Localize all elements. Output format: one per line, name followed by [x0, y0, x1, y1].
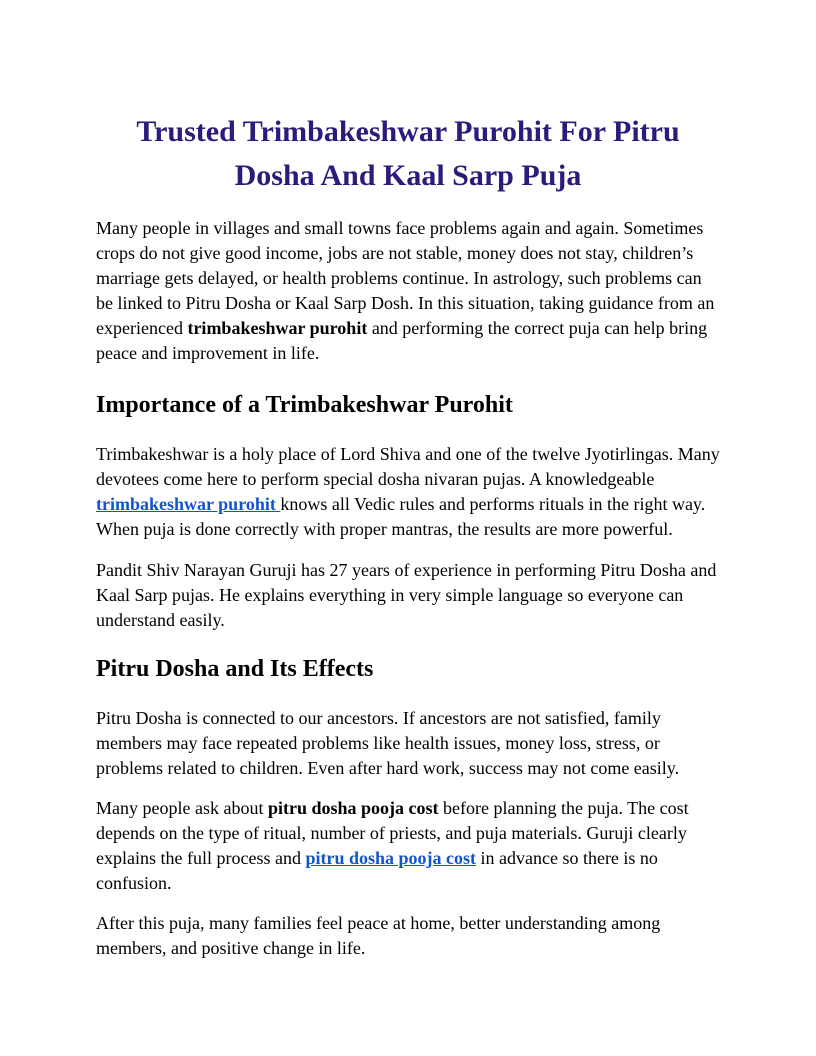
pitru-paragraph-3: After this puja, many families feel peace at home, better understanding among members, and positive change in life. — [96, 913, 661, 958]
importance-p1-before: Trimbakeshwar is a holy place of Lord Shiva and one of the twelve Jyotirlingas. Many devotees come here to perform special dosha nivaran pujas. A knowledgeable — [96, 444, 720, 489]
pitru-paragraph-2 — [96, 796, 720, 896]
importance-p1-after: knows all Vedic rules and performs rituals in the right way. When puja is done correctly with proper mantras, the results are more powerful. — [96, 494, 706, 539]
trimbakeshwar-purohit-link[interactable]: trimbakeshwar purohit — [96, 494, 281, 514]
page-title: Trusted Trimbakeshwar Purohit For Pitru Dosha And Kaal Sarp Puja — [136, 115, 680, 192]
intro-paragraph — [96, 216, 720, 366]
intro-text-before: Many people in villages and small towns face problems again and again. Sometimes crops do not give good income, jobs are not stable, money does not stay, children’s marriage gets delayed, or health problems continue. In astrology, such problems can be linked to Pitru Dosha or Kaal Sarp Dosh. In this situation, taking guidance from an experienced — [96, 218, 715, 338]
importance-paragraph-2: Pandit Shiv Narayan Guruji has 27 years of experience in performing Pitru Dosha and Kaal Sarp pujas. He explains everything in very simple language so everyone can understand easily. — [96, 560, 717, 630]
importance-heading: Importance of a Trimbakeshwar Purohit — [96, 392, 513, 418]
pitru-dosha-heading: Pitru Dosha and Its Effects — [96, 656, 374, 682]
pitru-p2-after: in advance so there is no confusion. — [96, 848, 658, 893]
importance-paragraph-1 — [96, 442, 720, 542]
pitru-paragraph-1: Pitru Dosha is connected to our ancestors. If ancestors are not satisfied, family members may face repeated problems like health issues, money loss, stress, or problems related to children. Even after hard work, success may not come easily. — [96, 708, 680, 778]
pitru-dosha-pooja-cost-link[interactable]: pitru dosha pooja cost — [305, 848, 476, 868]
pitru-p2-mid: before planning the puja. The cost depends on the type of ritual, number of priests, and puja materials. Guruji clearly explains the full process and — [96, 798, 689, 868]
intro-bold-keyword: trimbakeshwar purohit — [187, 318, 368, 338]
intro-text-after: and performing the correct puja can help bring peace and improvement in life. — [96, 318, 708, 363]
pitru-p2-bold-keyword: pitru dosha pooja cost — [267, 798, 439, 818]
document-page — [96, 110, 720, 961]
pitru-p2-before: Many people ask about — [96, 798, 268, 818]
